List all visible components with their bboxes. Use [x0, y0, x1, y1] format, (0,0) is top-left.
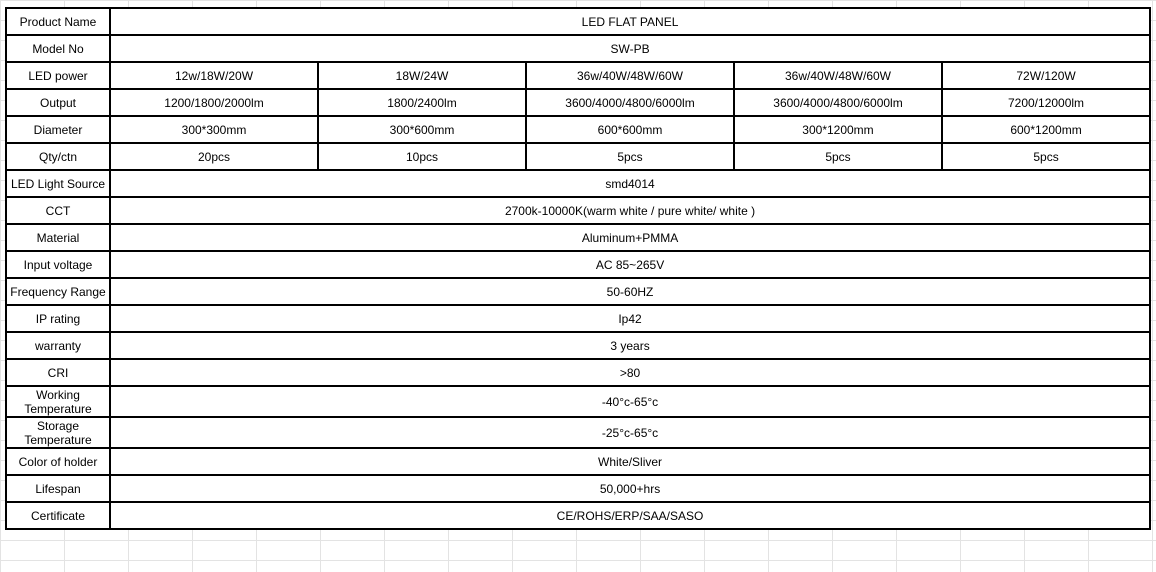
value-cell: -40°c-65°c [110, 386, 1150, 417]
row-label-cell: Color of holder [6, 448, 110, 475]
row-label-cell: Input voltage [6, 251, 110, 278]
table-row [6, 8, 1150, 35]
value-cell: 50-60HZ [110, 278, 1150, 305]
value-cell: 3600/4000/4800/6000lm [734, 89, 942, 116]
table-row [6, 332, 1150, 359]
table-row [6, 197, 1150, 224]
row-label-cell: Output [6, 89, 110, 116]
value-cell: 600*1200mm [942, 116, 1150, 143]
value-cell: 36w/40W/48W/60W [526, 62, 734, 89]
table-row [6, 386, 1150, 417]
value-cell: 5pcs [734, 143, 942, 170]
table-row [6, 359, 1150, 386]
table-row [6, 417, 1150, 448]
value-cell: 7200/12000lm [942, 89, 1150, 116]
table-row [6, 224, 1150, 251]
value-cell: 300*1200mm [734, 116, 942, 143]
value-cell: 18W/24W [318, 62, 526, 89]
value-cell: 5pcs [942, 143, 1150, 170]
row-label-cell: IP rating [6, 305, 110, 332]
table-row [6, 448, 1150, 475]
value-cell: 5pcs [526, 143, 734, 170]
table-row [6, 35, 1150, 62]
row-label-cell: Working Temperature [6, 386, 110, 417]
table-row [6, 89, 1150, 116]
table-row [6, 475, 1150, 502]
value-cell: CE/ROHS/ERP/SAA/SASO [110, 502, 1150, 529]
value-cell: 36w/40W/48W/60W [734, 62, 942, 89]
row-label-cell: Qty/ctn [6, 143, 110, 170]
row-label-cell: Model No [6, 35, 110, 62]
value-cell: Aluminum+PMMA [110, 224, 1150, 251]
value-cell: SW-PB [110, 35, 1150, 62]
product-spec-table [5, 7, 1151, 530]
value-cell: smd4014 [110, 170, 1150, 197]
value-cell: Ip42 [110, 305, 1150, 332]
value-cell: 3 years [110, 332, 1150, 359]
table-row [6, 278, 1150, 305]
table-row [6, 502, 1150, 529]
row-label-cell: LED Light Source [6, 170, 110, 197]
value-cell: 3600/4000/4800/6000lm [526, 89, 734, 116]
value-cell: White/Sliver [110, 448, 1150, 475]
value-cell: 1800/2400lm [318, 89, 526, 116]
value-cell: 10pcs [318, 143, 526, 170]
value-cell: 1200/1800/2000lm [110, 89, 318, 116]
row-label-cell: warranty [6, 332, 110, 359]
row-label-cell: Frequency Range [6, 278, 110, 305]
row-label-cell: Certificate [6, 502, 110, 529]
spec-table-body [6, 8, 1150, 529]
value-cell: 72W/120W [942, 62, 1150, 89]
table-row [6, 143, 1150, 170]
row-label-cell: Lifespan [6, 475, 110, 502]
table-row [6, 62, 1150, 89]
table-row [6, 116, 1150, 143]
value-cell: 2700k-10000K(warm white / pure white/ white ) [110, 197, 1150, 224]
table-row [6, 305, 1150, 332]
table-row [6, 251, 1150, 278]
value-cell: LED FLAT PANEL [110, 8, 1150, 35]
value-cell: -25°c-65°c [110, 417, 1150, 448]
value-cell: 300*600mm [318, 116, 526, 143]
row-label-cell: Product Name [6, 8, 110, 35]
row-label-cell: Material [6, 224, 110, 251]
value-cell: 50,000+hrs [110, 475, 1150, 502]
table-row [6, 170, 1150, 197]
row-label-cell: Storage Temperature [6, 417, 110, 448]
row-label-cell: LED power [6, 62, 110, 89]
value-cell: 20pcs [110, 143, 318, 170]
value-cell: 300*300mm [110, 116, 318, 143]
value-cell: AC 85~265V [110, 251, 1150, 278]
row-label-cell: Diameter [6, 116, 110, 143]
value-cell: 12w/18W/20W [110, 62, 318, 89]
row-label-cell: CRI [6, 359, 110, 386]
row-label-cell: CCT [6, 197, 110, 224]
value-cell: >80 [110, 359, 1150, 386]
value-cell: 600*600mm [526, 116, 734, 143]
